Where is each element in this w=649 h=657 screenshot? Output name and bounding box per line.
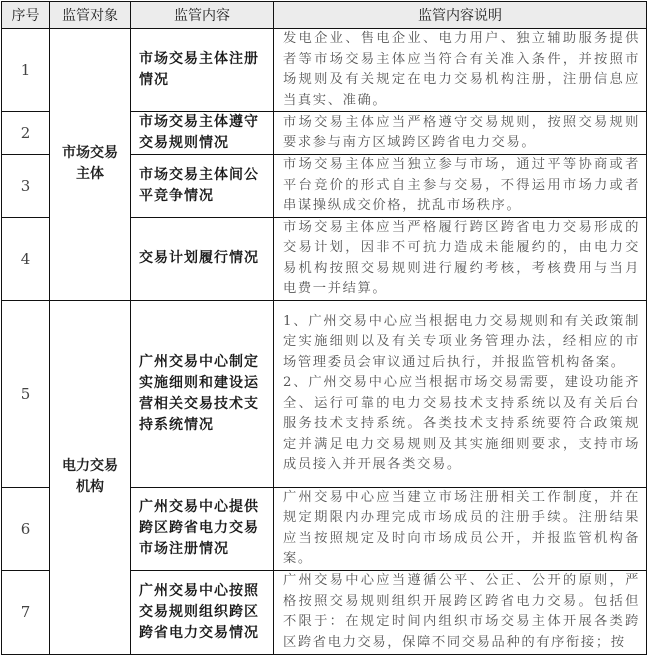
item-description — [274, 487, 647, 570]
item-description — [274, 155, 647, 218]
group-cell-trading-institution — [50, 300, 131, 654]
header-content-description: 监管内容说明 — [274, 2, 647, 29]
description-paragraph: 市场交易主体应当严格遵守交易规则，按照交易规则要求参与南方区域跨区跨省电力交易。 — [283, 114, 640, 150]
supervision-item: 市场交易主体注册情况 — [131, 29, 274, 112]
group-label-line: 电力交易 — [62, 458, 118, 474]
supervision-item: 广州交易中心按照交易规则组织跨区跨省电力交易情况 — [131, 570, 274, 654]
supervision-item: 广州交易中心制定实施细则和建设运营相关交易技术支持系统情况 — [131, 300, 274, 487]
description-paragraph: 市场交易主体应当独立参与市场，通过平等协商或者平台竞价的形式自主参与交易，不得运用市场力或者串谋操纵成交价格，扰乱市场秩序。 — [283, 157, 640, 213]
table-row — [2, 29, 647, 112]
supervision-item: 市场交易主体遵守交易规则情况 — [131, 112, 274, 155]
description-paragraph: 广州交易中心应当建立市场注册相关工作制度，并在规定期限内办理完成市场成员的注册手续。注册结果应当按照规定及时向市场成员公开，并报监管机构备案。 — [283, 489, 640, 566]
description-paragraph: 发电企业、售电企业、电力用户、独立辅助服务提供者等市场交易主体应当符合有关准入条件，并按照市场规则及有关规定在电力交易机构注册，注册信息应当真实、准确。 — [283, 31, 640, 108]
group-label-line: 机构 — [76, 479, 104, 495]
group-label-line: 主体 — [76, 166, 104, 183]
description-paragraph: 1、广州交易中心应当根据电力交易规则和有关政策制定实施细则以及有关专项业务管理办法，经相应的市场管理委员会审议通过后执行，并报监管机构备案。 — [283, 313, 640, 370]
supervision-item: 广州交易中心提供跨区跨省电力交易市场注册情况 — [131, 487, 274, 570]
row-number: 7 — [2, 570, 50, 654]
group-label-line: 市场交易 — [62, 145, 118, 162]
item-description — [274, 29, 647, 112]
row-number: 5 — [2, 300, 50, 487]
table-row — [2, 300, 647, 487]
row-number: 4 — [2, 217, 50, 300]
item-description — [274, 112, 647, 155]
supervision-item: 市场交易主体间公平竞争情况 — [131, 155, 274, 218]
description-paragraph: 2、广州交易中心应当根据市场交易需要，建设功能齐全、运行可靠的电力交易技术支持系统以及有关后台服务技术支持系统。各类技术支持系统要符合政策规定并满足电力交易规则及其实施细则要求，支持市场成员接入并开展各类交易。 — [283, 375, 640, 472]
description-paragraph: 市场交易主体应当严格履行跨区跨省电力交易形成的交易计划，因非不可抗力造成未能履约的，由电力交易机构按照交易规则进行履约考核，考核费用与当月电费一并结算。 — [283, 219, 640, 296]
description-paragraph: 广州交易中心应当遵循公平、公正、公开的原则，严格按照交易规则组织开展跨区跨省电力交易。包括但不限于：在规定时间内组织市场交易主体开展各类跨区跨省电力交易，保障不同交易品种的有序衔接；按 — [283, 573, 640, 650]
item-description — [274, 300, 647, 487]
row-number: 2 — [2, 112, 50, 155]
item-description — [274, 217, 647, 300]
group-cell-market-entities — [50, 29, 131, 301]
row-number: 3 — [2, 155, 50, 218]
item-description — [274, 570, 647, 654]
header-serial-number: 序号 — [2, 2, 50, 29]
row-number: 6 — [2, 487, 50, 570]
supervision-item: 交易计划履行情况 — [131, 217, 274, 300]
row-number: 1 — [2, 29, 50, 112]
supervision-table — [1, 1, 647, 655]
table-header-row — [2, 2, 647, 29]
header-supervision-content: 监管内容 — [131, 2, 274, 29]
header-supervised-object: 监管对象 — [50, 2, 131, 29]
